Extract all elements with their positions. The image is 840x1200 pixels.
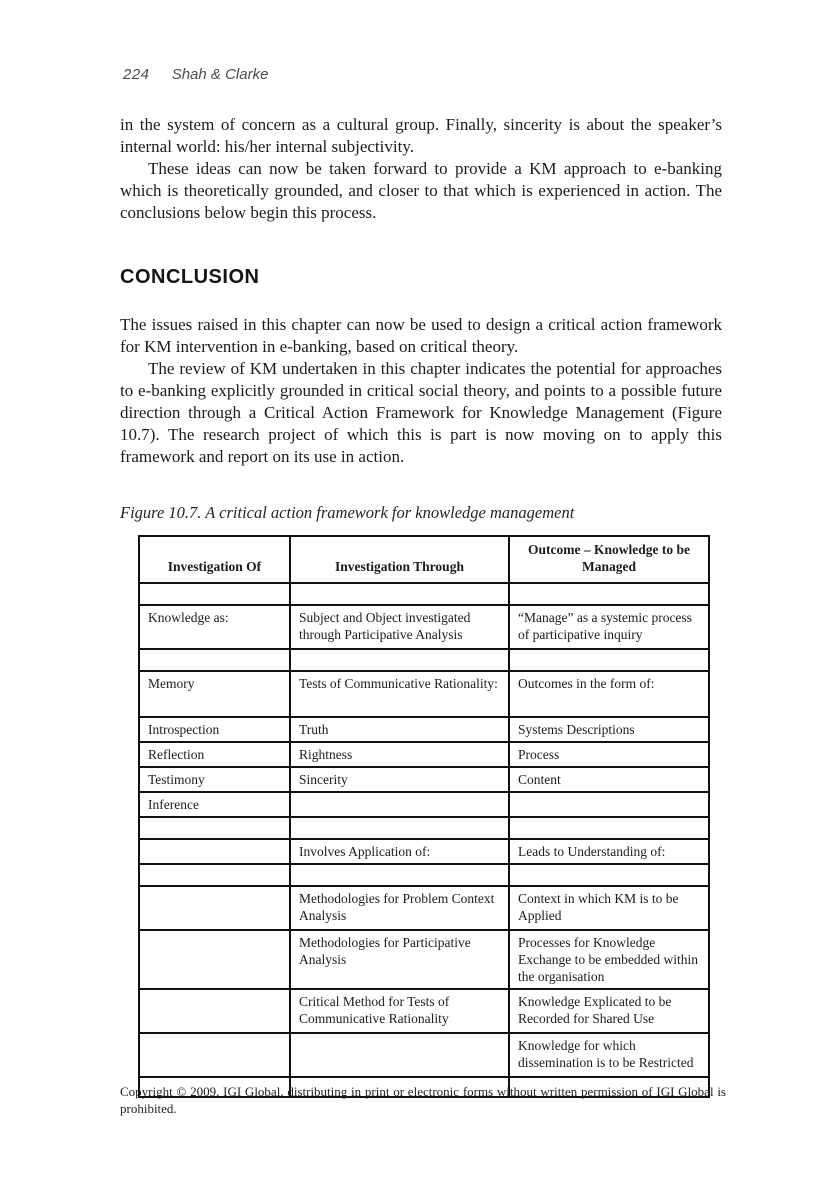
table-row	[139, 717, 709, 742]
table-cell: Rightness	[290, 742, 509, 767]
table-cell: Knowledge as:	[139, 605, 290, 649]
running-title: Shah & Clarke	[171, 66, 269, 83]
table-cell: Outcomes in the form of:	[509, 671, 709, 717]
table-cell	[509, 817, 709, 839]
table-cell	[139, 886, 290, 930]
table-cell: Critical Method for Tests of Communicative Rationality	[290, 989, 509, 1033]
table-cell	[290, 583, 509, 605]
table-cell: Content	[509, 767, 709, 792]
paragraph: The review of KM undertaken in this chapter indicates the potential for approaches to e-banking explicitly grounded in critical social theory, and points to a possible future direction through a Critical Action Framework for Knowledge Management (Figure 10.7). The research project of which this is part is now moving on to apply this framework and report on its use in action.	[120, 359, 722, 466]
table-cell: Process	[509, 742, 709, 767]
table-row	[139, 605, 709, 649]
table-row	[139, 839, 709, 864]
table-row	[139, 817, 709, 839]
table-cell	[509, 864, 709, 886]
table-header-cell: Investigation Of	[139, 536, 290, 583]
table-cell: Tests of Communicative Rationality:	[290, 671, 509, 717]
table-row	[139, 792, 709, 817]
table-cell	[290, 1033, 509, 1077]
table-cell: “Manage” as a systemic process of participative inquiry	[509, 605, 709, 649]
paragraph: in the system of concern as a cultural group. Finally, sincerity is about the speaker’s internal world: his/her internal subjectivity.	[120, 115, 722, 156]
table-cell	[139, 583, 290, 605]
table-row	[139, 864, 709, 886]
table-cell	[290, 649, 509, 671]
table-cell	[139, 864, 290, 886]
table-cell: Leads to Understanding of:	[509, 839, 709, 864]
table-cell: Context in which KM is to be Applied	[509, 886, 709, 930]
conclusion-text-block	[120, 314, 722, 468]
table-cell: Systems Descriptions	[509, 717, 709, 742]
table-row	[139, 1033, 709, 1077]
table-header-cell: Investigation Through	[290, 536, 509, 583]
table-cell: Processes for Knowledge Exchange to be embedded within the organisation	[509, 930, 709, 989]
table-cell: Subject and Object investigated through Participative Analysis	[290, 605, 509, 649]
section-heading: CONCLUSION	[120, 266, 260, 288]
table-cell	[290, 864, 509, 886]
figure-table	[138, 535, 710, 1098]
table-cell	[509, 583, 709, 605]
table-row	[139, 886, 709, 930]
table-cell: Methodologies for Problem Context Analysis	[290, 886, 509, 930]
table-row	[139, 742, 709, 767]
table-cell	[139, 839, 290, 864]
table-row	[139, 989, 709, 1033]
table-row	[139, 649, 709, 671]
table-cell	[139, 989, 290, 1033]
table-cell: Involves Application of:	[290, 839, 509, 864]
table-cell: Knowledge Explicated to be Recorded for Shared Use	[509, 989, 709, 1033]
table-cell	[509, 649, 709, 671]
copyright-notice: Copyright © 2009, IGI Global, distributing in print or electronic forms without written permission of IGI Global is prohibited.	[120, 1084, 726, 1116]
table-row	[139, 583, 709, 605]
page-number: 224	[123, 66, 150, 83]
table-cell: Reflection	[139, 742, 290, 767]
table-cell: Methodologies for Participative Analysis	[290, 930, 509, 989]
table-cell: Testimony	[139, 767, 290, 792]
paragraph: These ideas can now be taken forward to provide a KM approach to e-banking which is theoretically grounded, and closer to that which is experienced in action. The conclusions below begin this process.	[120, 159, 722, 222]
table-cell	[290, 817, 509, 839]
table-cell	[139, 1033, 290, 1077]
figure-caption: Figure 10.7. A critical action framework for knowledge management	[120, 503, 575, 522]
table-cell: Knowledge for which dissemination is to be Restricted	[509, 1033, 709, 1077]
table-header-cell: Outcome – Knowledge to be Managed	[509, 536, 709, 583]
table-cell	[139, 817, 290, 839]
table-row	[139, 930, 709, 989]
running-head	[123, 66, 268, 83]
table-cell	[139, 930, 290, 989]
table-cell	[139, 649, 290, 671]
intro-text-block	[120, 114, 722, 224]
table-cell: Sincerity	[290, 767, 509, 792]
paragraph: The issues raised in this chapter can now be used to design a critical action framework for KM intervention in e-banking, based on critical theory.	[120, 315, 722, 356]
table-cell	[509, 792, 709, 817]
figure-table-container	[138, 535, 710, 1098]
table-row	[139, 671, 709, 717]
table-cell	[290, 792, 509, 817]
table-cell: Memory	[139, 671, 290, 717]
table-cell: Introspection	[139, 717, 290, 742]
table-row	[139, 767, 709, 792]
table-cell: Truth	[290, 717, 509, 742]
table-header-row	[139, 536, 709, 583]
table-cell: Inference	[139, 792, 290, 817]
